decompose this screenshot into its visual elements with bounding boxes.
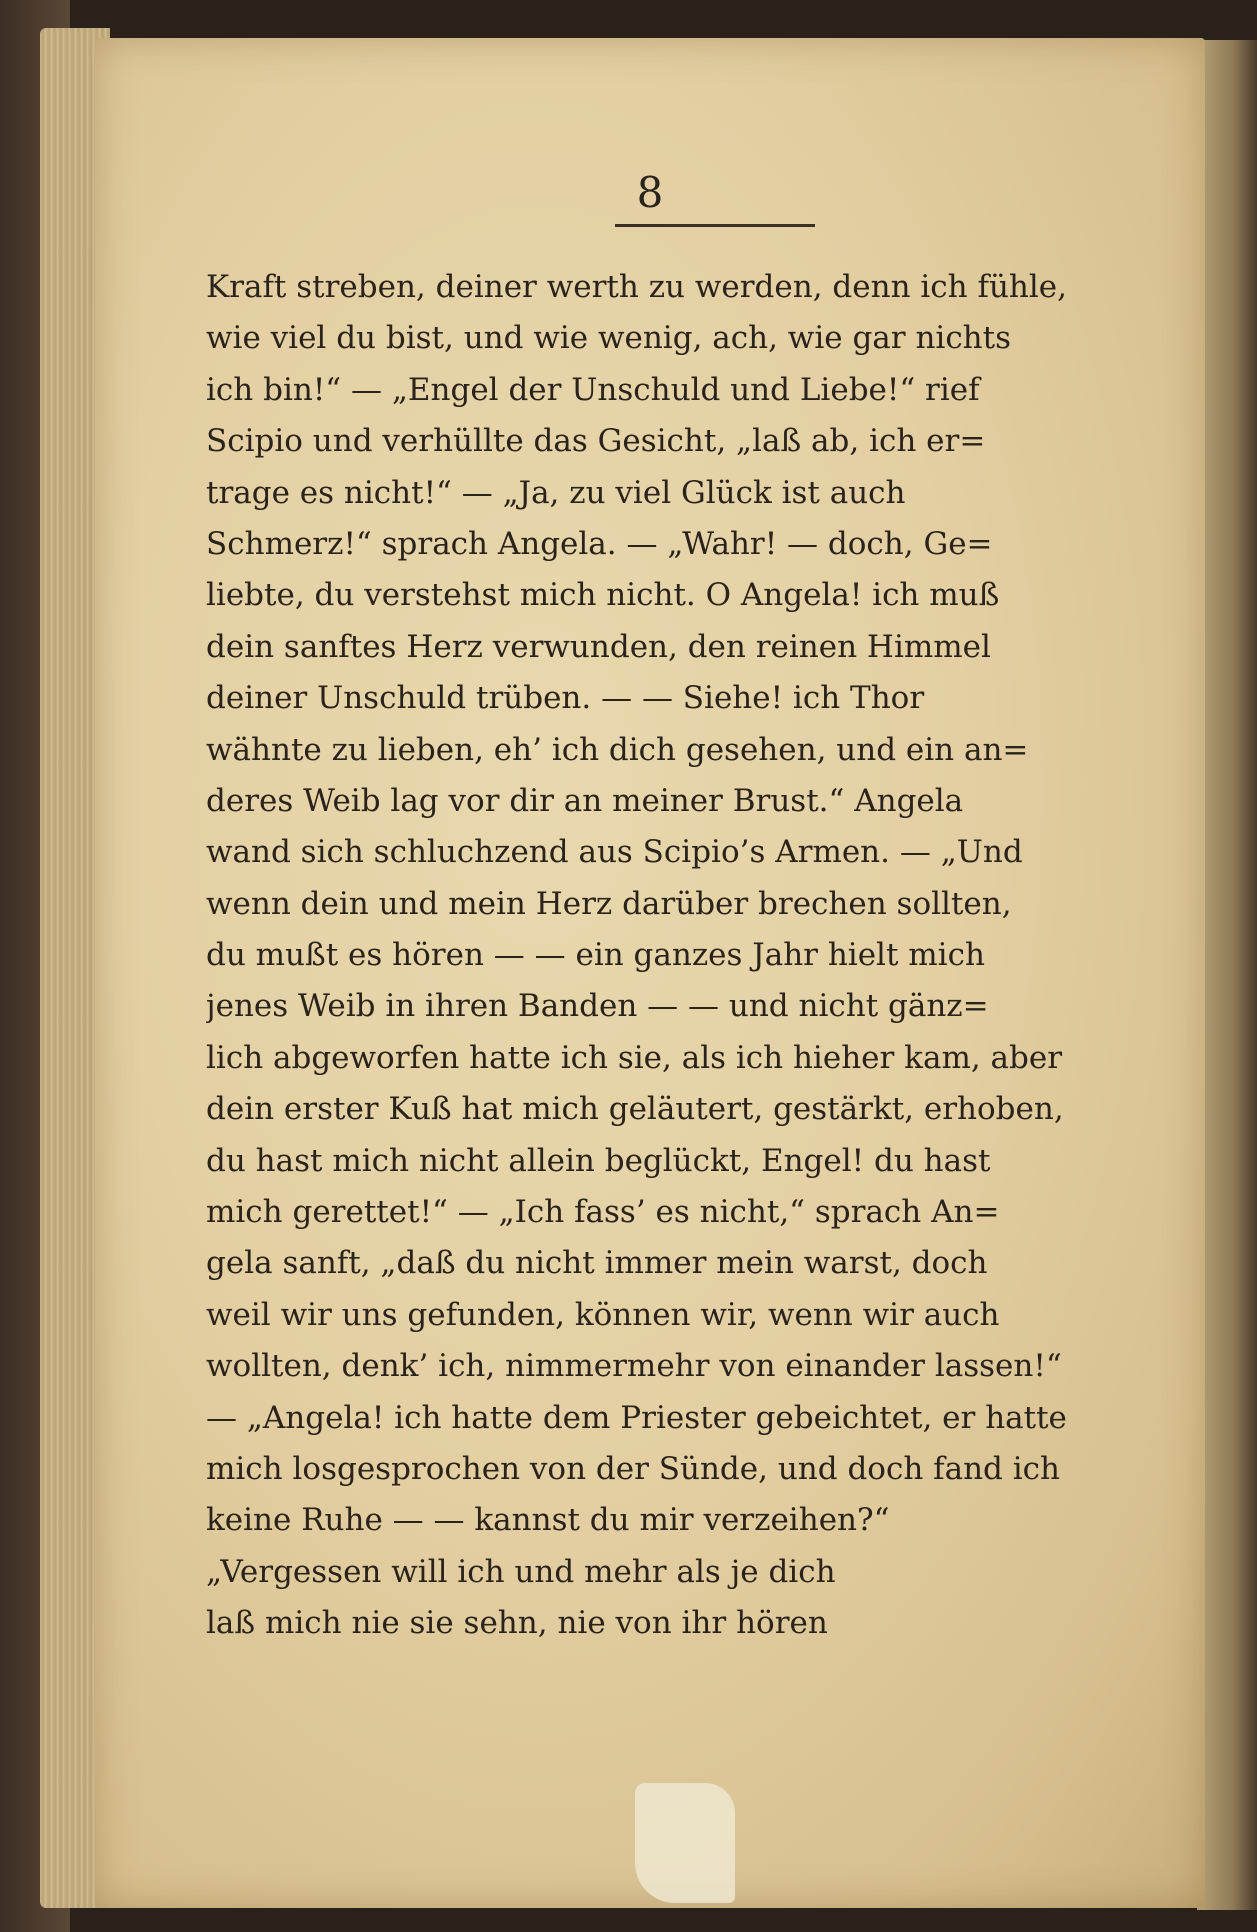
text-line: deiner Unschuld trüben. — — Siehe! ich Thor — [206, 680, 925, 717]
text-line: du mußt es hören — — ein ganzes Jahr hielt mich — [206, 937, 985, 974]
text-line: mich gerettet!“ — „Ich fass’ es nicht,“ sprach An= — [206, 1194, 1000, 1231]
text-line: wähnte zu lieben, eh’ ich dich gesehen, und ein an= — [206, 731, 1029, 768]
text-line: Scipio und verhüllte das Gesicht, „laß ab, ich er= — [206, 423, 986, 460]
text-line: mich losgesprochen von der Sünde, und doch fand ich — [206, 1450, 1060, 1487]
text-line: lich abgeworfen hatte ich sie, als ich hieher kam, aber — [206, 1039, 1063, 1076]
text-line: dein erster Kuß hat mich geläutert, gestärkt, erhoben, — [206, 1091, 1064, 1128]
text-line: Kraft streben, deiner werth zu werden, denn ich fühle, — [206, 269, 1068, 305]
text-line: dein sanftes Herz verwunden, den reinen Himmel — [206, 628, 991, 665]
text-line: keine Ruhe — — kannst du mir verzeihen?“ — [206, 1502, 890, 1539]
text-line: Schmerz!“ sprach Angela. — „Wahr! — doch, Ge= — [206, 525, 993, 562]
text-line: wand sich schluchzend aus Scipio’s Armen. — „Und — [206, 834, 1023, 871]
text-line: du hast mich nicht allein beglückt, Engel! du hast — [206, 1142, 991, 1179]
text-line: laß mich nie sie sehn, nie von ihr hören — [206, 1605, 828, 1642]
body-text — [206, 262, 1126, 1650]
page-stack-right — [1197, 40, 1257, 1910]
page-number: 8 — [636, 168, 664, 217]
text-line: weil wir uns gefunden, können wir, wenn wir auch — [206, 1296, 1000, 1333]
text-line: trage es nicht!“ — „Ja, zu viel Glück ist auch — [206, 474, 906, 511]
text-line: deres Weib lag vor dir an meiner Brust.“ Angela — [206, 782, 964, 819]
text-line: jenes Weib in ihren Banden — — und nicht gänz= — [206, 988, 989, 1025]
text-line: gela sanft, „daß du nicht immer mein warst, doch — [206, 1245, 988, 1282]
text-line: ich bin!“ — „Engel der Unschuld und Liebe!“ rief — [206, 371, 980, 408]
text-line: wenn dein und mein Herz darüber brechen sollten, — [206, 885, 1012, 922]
text-line: — „Angela! ich hatte dem Priester gebeichtet, er hatte — [206, 1399, 1067, 1436]
paper-tear — [635, 1783, 735, 1903]
page-number-rule — [615, 224, 815, 227]
text-line: „Vergessen will ich und mehr als je dich — [206, 1553, 836, 1590]
text-line: liebte, du verstehst mich nicht. O Angela! ich muß — [206, 577, 1000, 614]
text-line: wie viel du bist, und wie wenig, ach, wie gar nichts — [206, 320, 1012, 357]
text-line: wollten, denk’ ich, nimmermehr von einander lassen!“ — [206, 1348, 1062, 1385]
